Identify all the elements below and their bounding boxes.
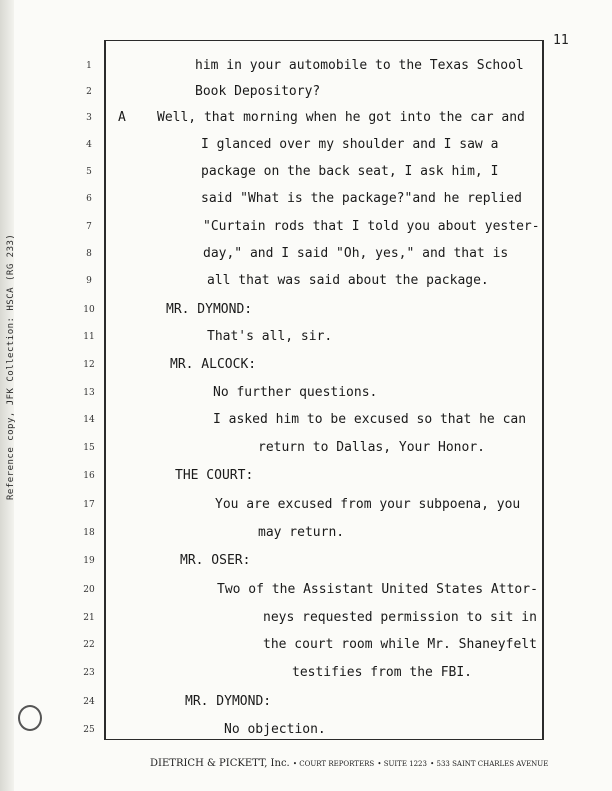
footer: DIETRICH & PICKETT, Inc. • COURT REPORTERS • SUITE 1223 • 533 SAINT CHARLES AVENUE bbox=[150, 758, 549, 769]
transcript-line: Two of the Assistant United States Attor- bbox=[217, 582, 538, 597]
line-number: 18 bbox=[83, 528, 95, 538]
line-number: 6 bbox=[86, 194, 92, 204]
transcript-line: THE COURT: bbox=[175, 468, 254, 483]
line-number: 7 bbox=[86, 222, 92, 232]
line-number: 15 bbox=[83, 443, 95, 453]
line-number: 22 bbox=[83, 640, 95, 650]
frame-left bbox=[104, 40, 106, 740]
line-number: 12 bbox=[83, 360, 95, 370]
transcript-line: MR. ALCOCK: bbox=[170, 357, 257, 372]
transcript-line: I glanced over my shoulder and I saw a bbox=[201, 137, 499, 152]
footer-suite: SUITE 1223 bbox=[383, 760, 427, 768]
line-number: 21 bbox=[83, 613, 95, 623]
line-number: 17 bbox=[83, 500, 95, 510]
transcript-line: testifies from the FBI. bbox=[292, 665, 473, 680]
side-reference: Reference copy, JFK Collection: HSCA (RG 233) bbox=[6, 233, 16, 500]
transcript-line: "Curtain rods that I told you about yester- bbox=[203, 219, 540, 234]
transcript-line: Book Depository? bbox=[195, 84, 321, 99]
transcript-line: all that was said about the package. bbox=[207, 273, 489, 288]
transcript-line: No objection. bbox=[224, 722, 326, 737]
frame-bottom bbox=[104, 739, 544, 740]
transcript-line: return to Dallas, Your Honor. bbox=[258, 440, 485, 455]
footer-address: 533 SAINT CHARLES AVENUE bbox=[436, 760, 549, 768]
line-number: 8 bbox=[86, 249, 92, 259]
line-number: 3 bbox=[86, 113, 92, 123]
line-number: 16 bbox=[83, 471, 95, 481]
frame-right bbox=[542, 40, 544, 740]
transcript-line: MR. DYMOND: bbox=[166, 302, 253, 317]
seal-icon bbox=[18, 705, 42, 731]
line-number: 2 bbox=[86, 87, 92, 97]
transcript-line: neys requested permission to sit in bbox=[263, 610, 537, 625]
transcript-line: package on the back seat, I ask him, I bbox=[201, 164, 499, 179]
line-number: 14 bbox=[83, 415, 95, 425]
transcript-line: You are excused from your subpoena, you bbox=[215, 497, 521, 512]
transcript-line: him in your automobile to the Texas School bbox=[195, 58, 524, 73]
line-number: 24 bbox=[83, 697, 95, 707]
transcript-line: the court room while Mr. Shaneyfelt bbox=[263, 637, 537, 652]
transcript-line: MR. DYMOND: bbox=[185, 694, 272, 709]
transcript-line: day," and I said "Oh, yes," and that is bbox=[203, 246, 509, 261]
transcript-line: I asked him to be excused so that he can bbox=[213, 412, 527, 427]
page-number: 11 bbox=[553, 33, 569, 48]
transcript-line: may return. bbox=[258, 525, 345, 540]
transcript-line: said "What is the package?"and he replied bbox=[201, 191, 522, 206]
frame-top bbox=[104, 40, 544, 41]
answer-marker: A bbox=[118, 110, 126, 125]
footer-firm: DIETRICH & PICKETT, Inc. bbox=[150, 758, 290, 769]
line-number: 1 bbox=[86, 61, 92, 71]
line-number: 9 bbox=[86, 276, 92, 286]
transcript-line: Well, that morning when he got into the car and bbox=[157, 110, 525, 125]
line-number: 10 bbox=[83, 305, 95, 315]
line-number: 13 bbox=[83, 388, 95, 398]
transcript-line: MR. OSER: bbox=[180, 553, 251, 568]
line-number: 23 bbox=[83, 668, 95, 678]
line-number: 5 bbox=[86, 167, 92, 177]
line-number: 4 bbox=[86, 140, 92, 150]
transcript-line: No further questions. bbox=[213, 385, 378, 400]
line-number: 25 bbox=[83, 725, 95, 735]
line-number: 11 bbox=[83, 332, 95, 342]
footer-role: COURT REPORTERS bbox=[299, 760, 375, 768]
transcript-line: That's all, sir. bbox=[207, 329, 333, 344]
line-number: 20 bbox=[83, 585, 95, 595]
line-number: 19 bbox=[83, 556, 95, 566]
